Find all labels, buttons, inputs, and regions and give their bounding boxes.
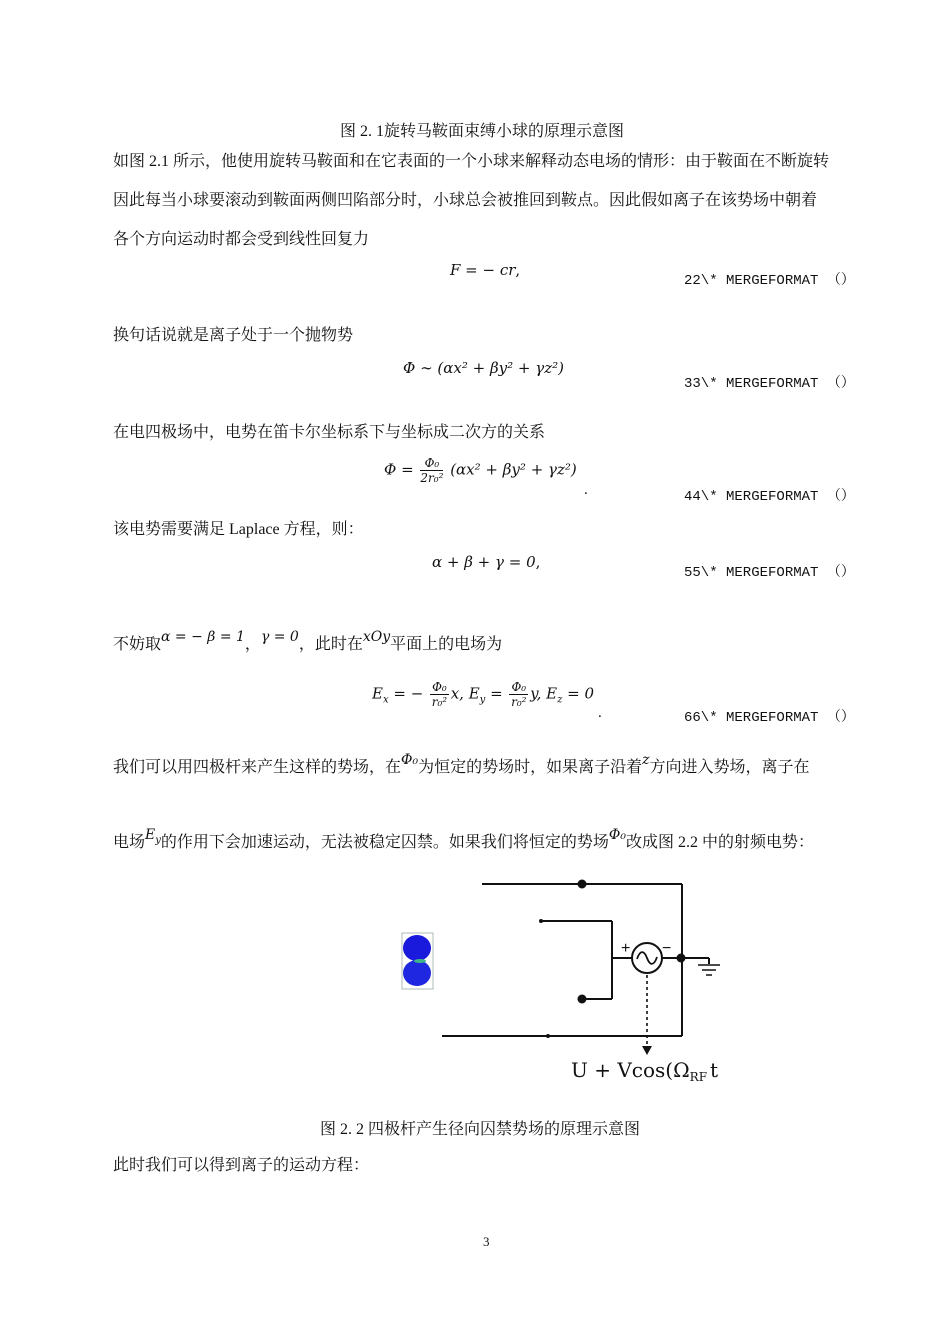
equation-3-fraction: [420, 456, 443, 485]
minus-sign: −: [662, 940, 672, 957]
paragraph-6-pre: 我们可以用四极杆来产生这样的势场，在: [113, 759, 402, 776]
equation-3-rest: (αx² + βy² + γz²): [450, 460, 577, 479]
paragraph-line: 在电四极场中，电势在笛卡尔坐标系下与坐标成二次方的关系: [113, 424, 546, 441]
paragraph-6-mid: 为恒定的势场时，如果离子沿着: [418, 759, 643, 776]
equation-1-number: 22\* MERGEFORMAT （）: [684, 273, 855, 289]
eq5-num1: Φ₀: [432, 680, 447, 694]
equation-3: [384, 456, 577, 485]
equation-2-lhs: Φ: [403, 359, 416, 377]
paragraph-line: 因此每当小球要滚动到鞍面两侧凹陷部分时，小球总会被推回到鞍点。因此假如离子在该势场中朝着: [113, 192, 818, 209]
paragraph-7-post: 改成图 2.2 中的射频电势：: [626, 834, 815, 851]
plus-sign: +: [621, 940, 631, 957]
eq5-f: = 0: [567, 684, 595, 703]
math-ey-main: E: [145, 827, 156, 843]
paragraph-line: 如图 2.1 所示，他使用旋转马鞍面和在它表面的一个小球来解释动态电场的情形：由于鞍面在不断旋转: [113, 153, 830, 170]
arrow-head-icon: [642, 1046, 652, 1055]
eq5-esub: z: [557, 694, 563, 706]
voltage-label-main: U + Vcos(Ω: [571, 1058, 690, 1082]
figure-caption-2: 图 2. 2 四极杆产生径向囚禁势场的原理示意图: [320, 1121, 641, 1138]
paragraph-6: [113, 752, 810, 778]
eq5-den1: r₀²: [431, 695, 448, 709]
equation-2-rest: ∼ (αx² + βy² + γz²): [420, 359, 564, 377]
eq5-fraction-1: [430, 680, 449, 709]
equation-2-number: 33\* MERGEFORMAT （）: [684, 376, 855, 392]
paragraph-line: 此时我们可以得到离子的运动方程：: [113, 1157, 370, 1174]
equation-4-number: 55\* MERGEFORMAT （）: [684, 565, 855, 581]
figure-caption-1: 图 2. 1旋转马鞍面束缚小球的原理示意图: [340, 123, 625, 140]
math-xoy: xOy: [362, 629, 391, 645]
equation-3-denominator: 2r₀²: [420, 471, 444, 485]
math-z: z: [642, 752, 650, 768]
paragraph-line: 各个方向运动时都会受到线性回复力: [113, 231, 370, 248]
voltage-label: [571, 1058, 718, 1084]
quadrupole-circuit-figure: [0, 860, 950, 1090]
paragraph-5-mid: ，此时在: [298, 636, 363, 653]
equation-3-trail: .: [584, 482, 588, 498]
eq5-c: x, E: [450, 684, 480, 703]
paragraph-6-post: 方向进入势场，离子在: [649, 759, 810, 776]
ac-source-icon: [632, 943, 662, 973]
voltage-label-tail: t: [710, 1058, 719, 1082]
math-ey-sub: y: [155, 834, 161, 846]
paragraph-5-sep: ，: [244, 636, 261, 653]
math-phi0-2: Φ₀: [608, 827, 627, 843]
ground-icon: [698, 965, 720, 975]
equation-5: [372, 680, 594, 709]
paragraph-7-pre: 电场: [113, 834, 146, 851]
saddle-blob-image: [402, 933, 433, 989]
paragraph-7: [113, 827, 815, 859]
eq5-num2: Φ₀: [511, 680, 527, 694]
equation-1-text: F = − cr: [450, 261, 516, 279]
equation-5-number: 66\* MERGEFORMAT （）: [684, 710, 855, 726]
eq5-d: =: [490, 684, 503, 703]
math-ey: [145, 827, 161, 846]
math-alpha-beta: α = − β = 1: [161, 629, 245, 645]
equation-4: [432, 553, 540, 571]
eq5-den2: r₀²: [511, 695, 527, 709]
equation-4-trail: ,: [535, 553, 541, 571]
equation-5-trail: .: [598, 705, 602, 721]
paragraph-5: [113, 629, 503, 655]
equation-3-numerator: Φ₀: [420, 456, 443, 471]
equation-3-number: 44\* MERGEFORMAT （）: [684, 489, 855, 505]
circuit-wires: [442, 884, 709, 1036]
paragraph-line: 换句话说就是离子处于一个抛物势: [113, 327, 354, 344]
math-gamma: γ = 0: [260, 629, 299, 645]
voltage-label-sub: RF: [689, 1070, 708, 1084]
eq5-e: y, E: [530, 684, 558, 703]
paragraph-7-mid: 的作用下会加速运动，无法被稳定囚禁。如果我们将恒定的势场: [160, 834, 609, 851]
eq5-fraction-2: [509, 680, 528, 709]
paragraph-5-post: 平面上的电场为: [390, 636, 503, 653]
equation-3-lhs: Φ =: [384, 460, 414, 479]
paragraph-line: 该电势需要满足 Laplace 方程，则：: [113, 521, 364, 538]
paragraph-5-pre: 不妨取: [113, 636, 162, 653]
eq5-a: E: [372, 684, 383, 703]
eq5-asub: x: [382, 694, 389, 706]
equation-1-trail: ,: [515, 261, 521, 279]
math-phi0: Φ₀: [401, 752, 419, 768]
page-number: 3: [483, 1234, 490, 1249]
eq5-csub: y: [479, 694, 486, 706]
equation-2: [403, 359, 564, 377]
eq5-b: = −: [393, 684, 424, 703]
equation-4-text: α + β + γ = 0: [432, 553, 536, 571]
equation-1: [450, 261, 520, 279]
